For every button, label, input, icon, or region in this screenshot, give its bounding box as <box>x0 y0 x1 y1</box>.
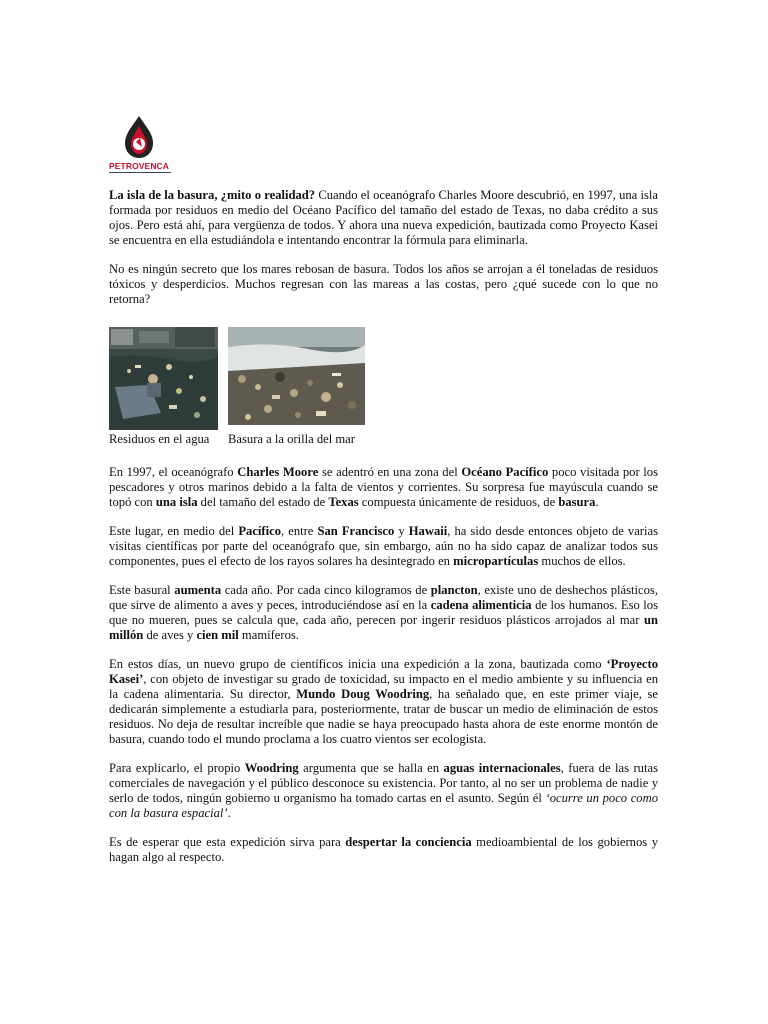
bold-cadena-alimenticia: cadena alimenticia <box>430 598 532 612</box>
italic-quote: ‘ocurre un poco como con la basura espacial’ <box>109 791 658 820</box>
text-segment: , con objeto de investigar su grado de toxicidad, su impacto en el medio ambiente y su influencia en la cadena alimentaria. Su director, <box>109 672 658 701</box>
text-segment: . <box>227 806 231 820</box>
text-segment: medioambiental de los gobiernos y hagan algo al respecto. <box>109 835 658 864</box>
article-title: La isla de la basura, ¿mito o realidad? <box>109 188 316 202</box>
text-segment: mamíferos. <box>238 628 299 642</box>
paragraph-intro <box>109 188 658 248</box>
text-segment: muchos de ellos. <box>538 554 626 568</box>
bold-woodring: Woodring <box>244 761 299 775</box>
bold-cien-mil: cien mil <box>196 628 239 642</box>
bold-microparticulas: micropartículas <box>453 554 539 568</box>
bold-plancton: plancton <box>430 583 478 597</box>
text-segment: . <box>595 495 599 509</box>
text-segment: poco visitada por los pescadores y otros marinos debido a la falta de vientos y corrientes. Su sorpresa fue mayúscula cuando se topó con <box>109 465 658 509</box>
text-segment: de aves y <box>143 628 197 642</box>
bold-un-millon: un millón <box>109 613 658 642</box>
petrovenca-logo <box>109 112 173 176</box>
text-segment: compuesta únicamente de residuos, de <box>358 495 559 509</box>
text-segment: cada año. Por cada cinco kilogramos de <box>221 583 431 597</box>
petrovenca-logo-icon <box>109 112 173 176</box>
bold-basura: basura <box>558 495 596 509</box>
paragraph-expedition <box>109 657 658 747</box>
bold-aguas-internacionales: aguas internacionales <box>443 761 561 775</box>
logo-wordmark: PETROVENCA <box>109 161 170 171</box>
bold-proyecto-kasei: ‘Proyecto Kasei’ <box>109 657 658 686</box>
text-segment: Este lugar, en medio del <box>109 524 239 538</box>
photo-beach-garbage <box>228 327 365 425</box>
text-segment: Es de esperar que esta expedición sirva para <box>109 835 346 849</box>
text-segment: Este basural <box>109 583 175 597</box>
paragraph-conclusion <box>109 835 658 865</box>
document-page <box>109 112 658 879</box>
text-segment: , existe uno de deshechos plásticos, que sirve de alimento a aves y peces, introduciéndose así en la <box>109 583 658 612</box>
bold-charles-moore: Charles Moore <box>237 465 319 479</box>
text-segment: de los humanos. Eso los que no mueren, pues se calcula que, cada año, perecen por ingerir residuos plásticos arrojados al mar <box>109 598 658 627</box>
bold-hawaii: Hawaii <box>408 524 448 538</box>
text-segment: En estos días, un nuevo grupo de científicos inicia una expedición a la zona, bautizada como <box>109 657 607 671</box>
paragraph-discovery <box>109 465 658 510</box>
text-segment: y <box>394 524 409 538</box>
caption-water-debris: Residuos en el agua <box>109 432 210 446</box>
bold-doug-woodring: Mundo Doug Woodring <box>296 687 430 701</box>
paragraph-explanation <box>109 761 658 821</box>
text-segment: , fuera de las rutas comerciales de navegación y el público desconoce su existencia. Por tanto, al no ser un problema de nadie y serlo de todos, ningún gobierno u organismo ha tomado cartas en el asunto. Según él <box>109 761 658 805</box>
bold-oceano-pacifico: Océano Pacífico <box>461 465 549 479</box>
bold-una-isla: una isla <box>155 495 198 509</box>
text-segment: del tamaño del estado de <box>197 495 329 509</box>
bold-pacifico: Pacífico <box>238 524 281 538</box>
text-segment: , ha sido desde entonces objeto de varias visitas científicas por parte del oceanógrafo que, sin embargo, aún no ha sido capaz de analizar todos sus componentes, pues el efecto de los rayos solares ha desintegrado en <box>109 524 658 568</box>
bold-san-francisco: San Francisco <box>317 524 395 538</box>
bold-aumenta: aumenta <box>174 583 222 597</box>
text-segment: , ha señalado que, en este primer viaje, se dedicarán simplemente a estudiarla para, posteriormente, tratar de buscar un medio de eliminación de estos residuos. No deja de resultar increíble que nadie se haya preocupado hasta ahora de este enorme montón de basura, cuando todo el mundo proclama a los cuatro vientos ser ecologista. <box>109 687 658 746</box>
bold-texas: Texas <box>328 495 359 509</box>
photo-row <box>109 327 658 430</box>
photo-captions <box>109 432 658 447</box>
text-segment: En 1997, el oceanógrafo <box>109 465 238 479</box>
bold-despertar-conciencia: despertar la conciencia <box>345 835 472 849</box>
paragraph-growth <box>109 583 658 643</box>
text-segment: se adentró en una zona del <box>318 465 462 479</box>
text-segment: Para explicarlo, el propio <box>109 761 245 775</box>
photo-water-debris <box>109 327 218 430</box>
text-segment: argumenta que se halla en <box>298 761 444 775</box>
caption-beach-garbage: Basura a la orilla del mar <box>228 432 355 446</box>
intro-text: Cuando el oceanógrafo Charles Moore descubrió, en 1997, una isla formada por residuos en medio del Océano Pacífico del tamaño del estado de Texas, no daba crédito a sus ojos. Pero está ahí, para vergüenza de todos. Y ahora una nueva expedición, bautizada como Proyecto Kasei se encuentra en ella estudiándola e intentando encontrar la fórmula para eliminarla. <box>109 188 658 247</box>
paragraph-location <box>109 524 658 569</box>
paragraph-question: No es ningún secreto que los mares rebosan de basura. Todos los años se arrojan a él toneladas de residuos tóxicos y desperdicios. Muchos regresan con las mareas a las costas, pero ¿qué sucede con lo que no retorna? <box>109 262 658 306</box>
text-segment: , entre <box>281 524 318 538</box>
